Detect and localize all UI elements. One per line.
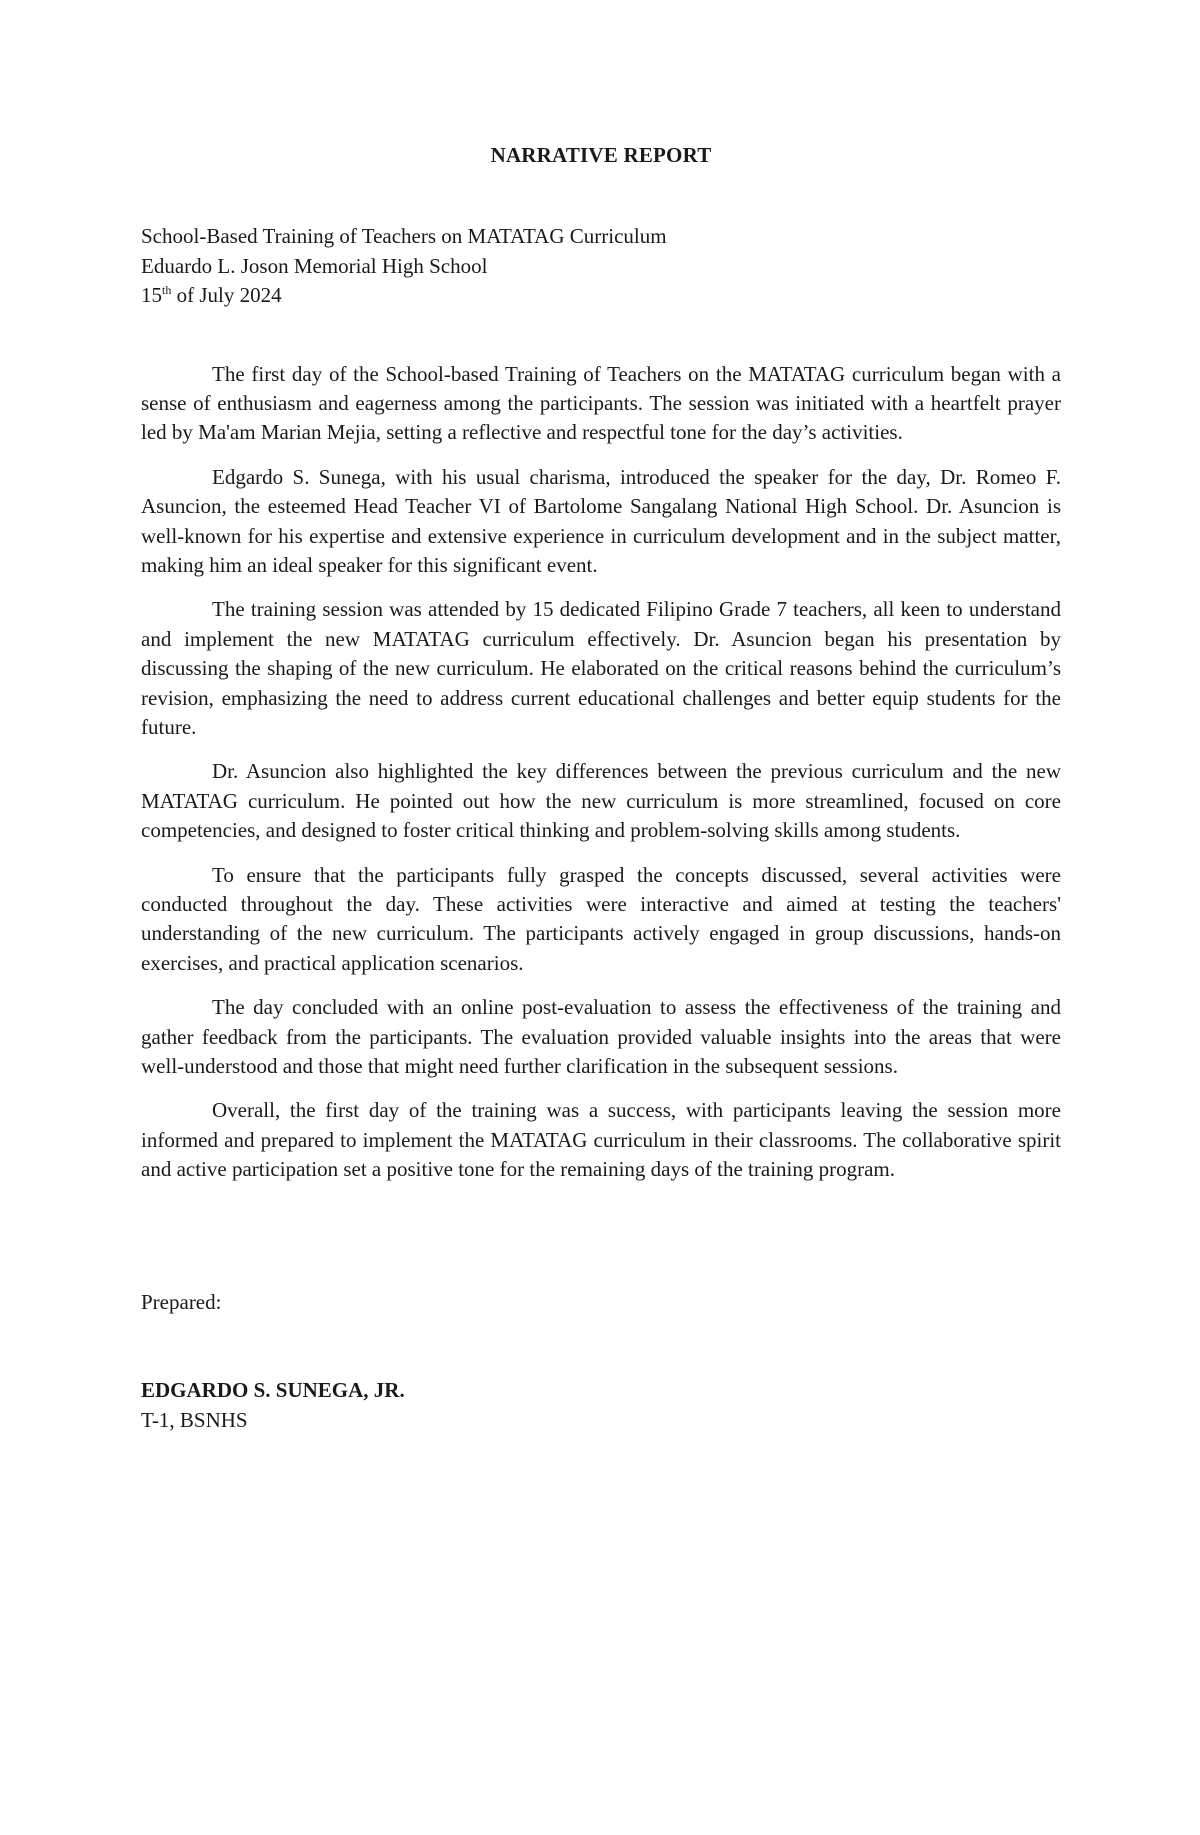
paragraph-conclusion: Overall, the first day of the training was a success, with participants leaving the session more informed and prepared to implement the MATATAG curriculum in their classrooms. The collaborative spirit and active participation set a positive tone for the remaining days of the training program.	[141, 1098, 1061, 1182]
report-date	[141, 281, 1061, 311]
paragraph-speaker-intro: Edgardo S. Sunega, with his usual charisma, introduced the speaker for the day, Dr. Romeo F. Asuncion, the esteemed Head Teacher VI of Bartolome Sangalang National High School. Dr. Asuncion is well-known for his expertise and extensive experience in curriculum development and in the subject matter, making him an ideal speaker for this significant event.	[141, 464, 1061, 577]
date-rest: of July 2024	[171, 283, 282, 307]
paragraph-activities: To ensure that the participants fully grasped the concepts discussed, several activities were conducted throughout the day. These activities were interactive and aimed at testing the teachers' understanding of the new curriculum. The participants actively engaged in group discussions, hands-on exercises, and practical application scenarios.	[141, 862, 1061, 975]
date-day: 15	[141, 283, 162, 307]
prepared-label: Prepared:	[141, 1289, 222, 1314]
report-header	[141, 222, 1061, 311]
paragraph-differences: Dr. Asuncion also highlighted the key differences between the previous curriculum and the new MATATAG curriculum. He pointed out how the new curriculum is more streamlined, focused on core competencies, and designed to foster critical thinking and problem-solving skills among students.	[141, 759, 1061, 843]
paragraph-opening: The first day of the School-based Training of Teachers on the MATATAG curriculum began with a sense of enthusiasm and eagerness among the participants. The session was initiated with a heartfelt prayer led by Ma'am Marian Mejia, setting a reflective and respectful tone for the day’s activities.	[141, 361, 1061, 445]
paragraph-evaluation: The day concluded with an online post-evaluation to assess the effectiveness of the training and gather feedback from the participants. The evaluation provided valuable insights into the areas that were well-understood and those that might need further clarification in the subsequent sessions.	[141, 995, 1061, 1079]
date-suffix: th	[162, 283, 172, 297]
document-body	[141, 140, 1061, 1435]
training-title: School-Based Training of Teachers on MATATAG Curriculum	[141, 224, 667, 248]
signer-position: T-1, BSNHS	[141, 1407, 248, 1432]
document-title: NARRATIVE REPORT	[490, 143, 712, 167]
signature-block	[141, 1287, 1061, 1435]
paragraph-attendance: The training session was attended by 15 dedicated Filipino Grade 7 teachers, all keen to understand and implement the new MATATAG curriculum effectively. Dr. Asuncion began his presentation by discussing the shaping of the new curriculum. He elaborated on the critical reasons behind the curriculum’s revision, emphasizing the need to address current educational challenges and better equip students for the future.	[141, 597, 1061, 739]
school-name: Eduardo L. Joson Memorial High School	[141, 253, 488, 278]
signer-name: EDGARDO S. SUNEGA, JR.	[141, 1377, 405, 1402]
